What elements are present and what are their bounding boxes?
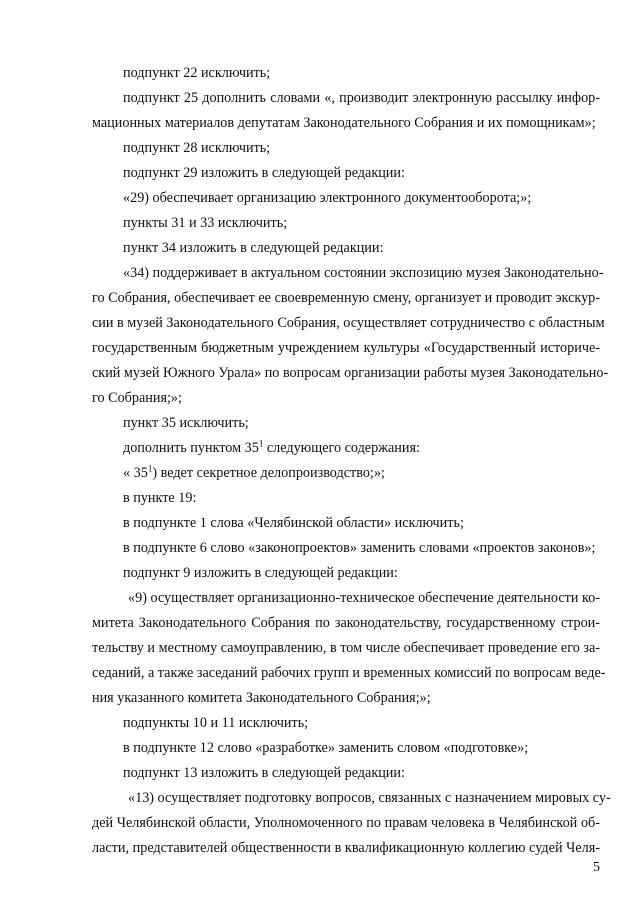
text-line: государственным бюджетным учреждением культуры «Государственный историче- (92, 340, 600, 356)
text-line: ский музей Южного Урала» по вопросам организации работы музея Законодательно- (92, 365, 609, 381)
text-line: дей Челябинской области, Уполномоченного по правам человека в Челябинской об- (92, 815, 600, 831)
text-segment: « 35 (123, 465, 148, 481)
text-line: в подпункте 1 слова «Челябинской области» исключить; (123, 515, 464, 531)
text-line: «34) поддерживает в актуальном состоянии экспозицию музея Законодательно- (123, 265, 604, 281)
text-line: подпункт 28 исключить; (123, 140, 271, 156)
text-line: сии в музей Законодательного Собрания, осуществляет сотрудничество с областным (92, 315, 605, 331)
text-line: в пункте 19: (123, 490, 197, 506)
text-line: ласти, представителей общественности в квалификационную коллегию судей Челя- (92, 840, 600, 856)
text-line: го Собрания, обеспечивает ее своевременную смену, организует и проводит экскур- (92, 290, 600, 306)
text-line: мационных материалов депутатам Законодательного Собрания и их помощникам»; (92, 115, 596, 131)
text-line: «29) обеспечивает организацию электронного документооборота;»; (123, 190, 532, 206)
text-line: подпункт 9 изложить в следующей редакции: (123, 565, 398, 581)
text-line: подпункт 25 дополнить словами «, производит электронную рассылку инфор- (123, 90, 600, 106)
text-line: в подпункте 12 слово «разработке» заменить словом «подготовке»; (123, 740, 529, 756)
text-line: пункт 34 изложить в следующей редакции: (123, 240, 384, 256)
text-line: го Собрания;»; (92, 390, 182, 406)
text-line: тельству и местному самоуправлению, в том числе обеспечивает проведение его за- (92, 640, 600, 656)
text-line: пункт 35 исключить; (123, 415, 249, 431)
text-line: седаний, а также заседаний рабочих групп и временных комиссий по вопросам веде- (92, 665, 606, 681)
text-line: митета Законодательного Собрания по законодательству, государственному строи- (92, 615, 600, 631)
text-line: пункты 31 и 33 исключить; (123, 215, 288, 231)
text-line: в подпункте 6 слово «законопроектов» заменить словами «проектов законов»; (123, 540, 596, 556)
superscript: 1 (258, 438, 264, 449)
text-line (123, 464, 385, 482)
text-line (123, 439, 420, 457)
superscript: 1 (147, 463, 153, 474)
text-segment: ) ведет секретное делопроизводство;»; (152, 465, 385, 481)
text-line: подпункт 29 изложить в следующей редакции: (123, 165, 405, 181)
text-line: «13) осуществляет подготовку вопросов, связанных с назначением мировых су- (128, 790, 611, 806)
text-line: «9) осуществляет организационно-техническое обеспечение деятельности ко- (128, 590, 600, 606)
text-line: подпункт 22 исключить; (123, 65, 271, 81)
text-line: ния указанного комитета Законодательного Собрания;»; (92, 690, 431, 706)
text-segment: дополнить пунктом 35 (123, 440, 259, 456)
text-line: подпункт 13 изложить в следующей редакции: (123, 765, 405, 781)
text-line: подпункты 10 и 11 исключить; (123, 715, 309, 731)
text-segment: следующего содержания: (263, 440, 420, 456)
page-number: 5 (593, 860, 600, 875)
